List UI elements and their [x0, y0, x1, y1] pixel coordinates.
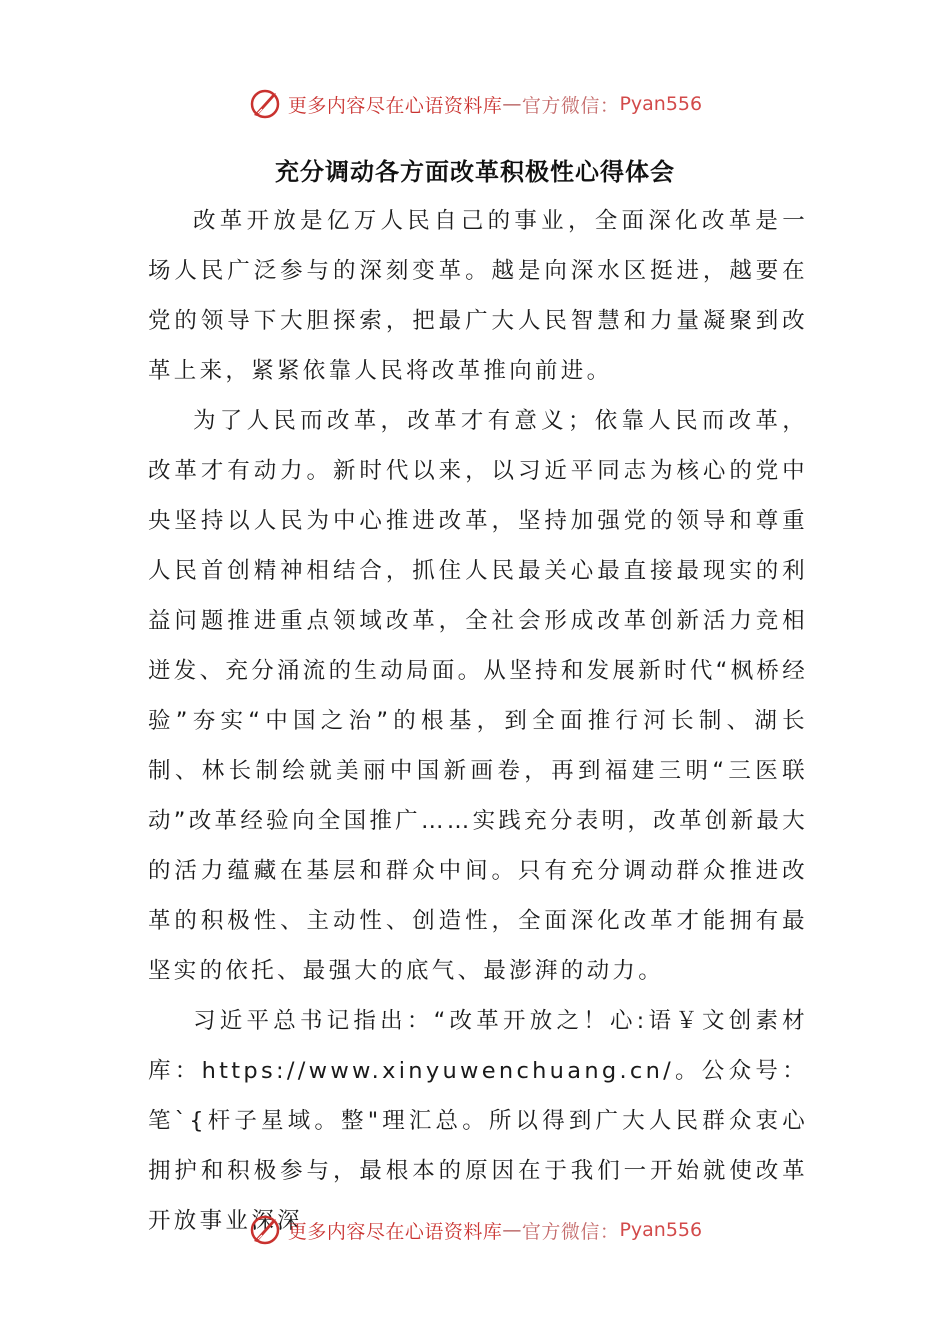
banner-wechat-id: Pyan556 — [619, 1219, 703, 1241]
banner-separator: — — [502, 1219, 522, 1241]
quill-logo-icon — [248, 1213, 282, 1247]
paragraph: 习近平总书记指出：“改革开放之！心:语￥文创素材库：https://www.xinyuwenchuang.cn/。公众号：笔`{杆子星域。整"理汇总。所以得到广大人民群众衷心拥护和积极参与，最根本的原因在于我们一开始就使改革开放事业深深 — [148, 1008, 808, 1234]
banner-wechat-id: Pyan556 — [619, 93, 703, 115]
header-banner — [0, 84, 950, 124]
paragraph: 改革开放是亿万人民自己的事业，全面深化改革是一场人民广泛参与的深刻变革。越是向深水区挺进，越要在党的领导下大胆探索，把最广大人民智慧和力量凝聚到改革上来，紧紧依靠人民将改革推向前进。 — [148, 208, 808, 384]
banner-separator: — — [502, 93, 522, 115]
quill-logo-icon — [248, 87, 282, 121]
footer-banner — [0, 1210, 950, 1250]
banner-wechat-label: 官方微信： — [521, 1220, 620, 1243]
banner-wechat-label: 官方微信： — [521, 94, 620, 117]
paragraph: 为了人民而改革，改革才有意义；依靠人民而改革，改革才有动力。新时代以来，以习近平同志为核心的党中央坚持以人民为中心推进改革，坚持加强党的领导和尊重人民首创精神相结合，抓住人民最关心最直接最现实的利益问题推进重点领域改革，全社会形成改革创新活力竞相迸发、充分涌流的生动局面。从坚持和发展新时代“枫桥经验”夯实“中国之治”的根基，到全面推行河长制、湖长制、林长制绘就美丽中国新画卷，再到福建三明“三医联动”改革经验向全国推广……实践充分表明，改革创新最大的活力蕴藏在基层和群众中间。只有充分调动群众推进改革的积极性、主动性、创造性，全面深化改革才能拥有最坚实的依托、最强大的底气、最澎湃的动力。 — [148, 408, 808, 984]
banner-text: 更多内容尽在心语资料库 — [287, 1220, 503, 1243]
banner-text: 更多内容尽在心语资料库 — [287, 94, 503, 117]
document-body — [148, 196, 808, 1246]
document-title: 充分调动各方面改革积极性心得体会 — [275, 158, 675, 186]
